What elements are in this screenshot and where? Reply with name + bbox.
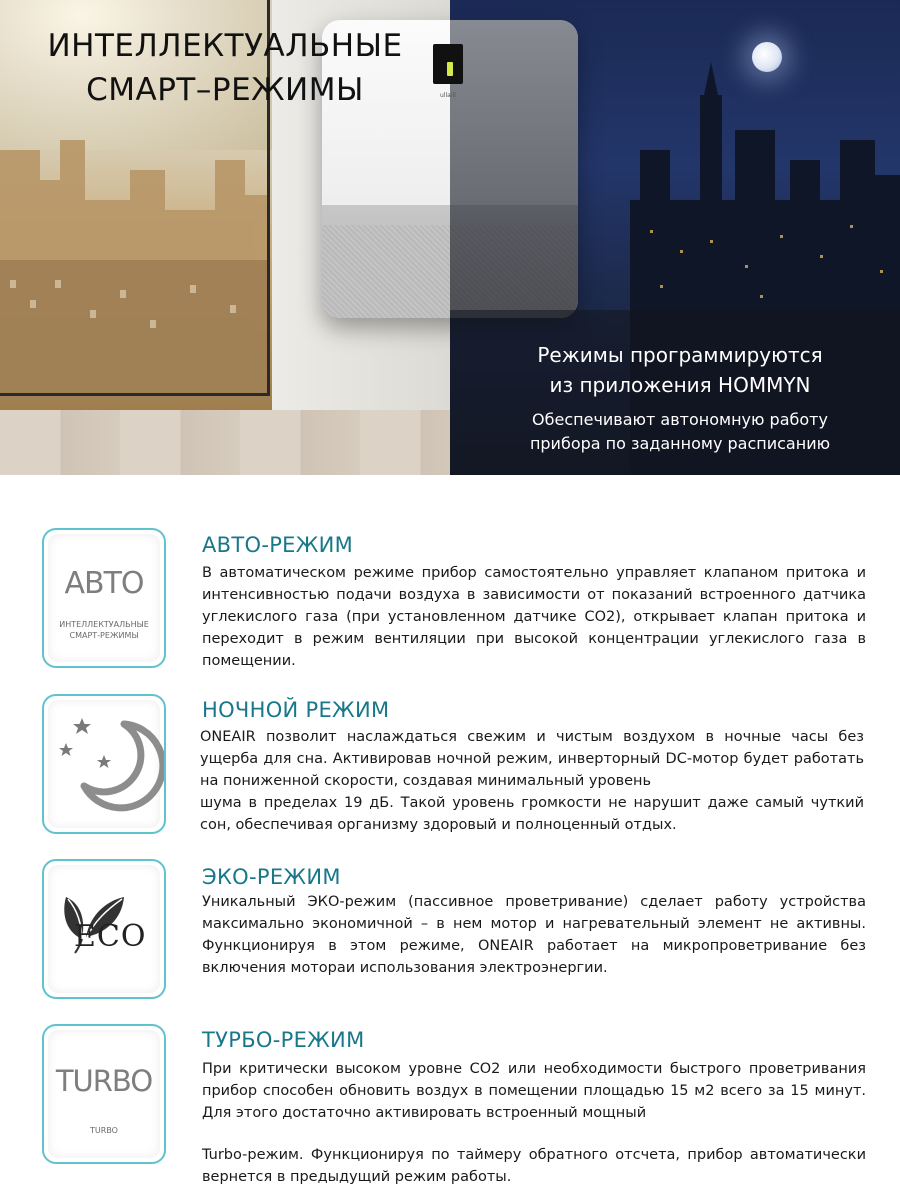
turbo-icon xyxy=(42,1024,166,1164)
hero-banner xyxy=(0,0,900,475)
device-brand-mark: ullaill xyxy=(440,92,456,99)
caption-sub-line2: прибора по заданному расписанию xyxy=(529,434,831,453)
hero-caption xyxy=(490,340,870,456)
caption-sub-line1: Обеспечивают автономную работу xyxy=(532,410,828,429)
mode-auto-title: АВТО-РЕЖИМ xyxy=(202,533,354,557)
turbo-icon-caption: TURBO xyxy=(90,1126,118,1135)
mode-night-text-part2: шума в пределах 19 дБ. Такой уровень громкости не нарушит даже самый чуткий сон, обеспечивая организму здоровый и полноценный отдых. xyxy=(200,795,864,833)
page-title-line2: СМАРТ–РЕЖИМЫ xyxy=(86,72,364,108)
mode-turbo-title: ТУРБО-РЕЖИМ xyxy=(202,1028,365,1052)
page-title xyxy=(10,24,440,112)
mode-turbo-text-part1: При критически высоком уровне CO2 или необходимости быстрого проветривания прибор способен обновить воздух в помещении площадью 15 м2 всего за 15 минут. Для этого достаточно активировать встроенный мощный xyxy=(202,1061,866,1121)
mode-auto-text: В автоматическом режиме прибор самостоятельно управляет клапаном притока и интенсивностью подачи воздуха в зависимости от показаний встроенного датчика углекислого газа (при установленном датчике CO2), открывает клапан притока и переходит в режим вентиляции при высокой концентрации углекислого газа в помещении. xyxy=(202,565,866,669)
moon-stars-icon xyxy=(42,694,166,834)
caption-main-line1: Режимы программируются xyxy=(537,343,823,367)
moon-stars-graphic xyxy=(42,694,166,834)
eco-icon-label: ECO xyxy=(74,919,147,954)
device-night-shade xyxy=(450,20,578,318)
mode-night-text-part1: ONEAIR позволит наслаждаться свежим и чистым воздухом в ночные часы без ущерба для сна. Активировав ночной режим, инверторный DC-мотор будет работать на пониженной скорости, создавая минимальный уровень xyxy=(200,729,864,789)
mode-eco-text: Уникальный ЭКО-режим (пассивное проветривание) сделает работу устройства максимально экономичной – в нем мотор и нагревательный элемент не активны. Функционируя в этом режиме, ONEAIR работает на микропроветривание без включения мотораи использования электроэнергии. xyxy=(202,894,866,976)
caption-main-line2: из приложения HOMMYN xyxy=(549,373,811,397)
eco-leaf-icon xyxy=(42,859,166,999)
caption-main xyxy=(490,340,870,400)
mode-turbo-text-part2: Turbo-режим. Функционируя по таймеру обратного отсчета, прибор автоматически вернется в предыдущий режим работы. xyxy=(202,1147,866,1185)
auto-icon-label: АВТО xyxy=(64,566,144,601)
mode-night-title: НОЧНОЙ РЕЖИМ xyxy=(202,698,390,722)
turbo-icon-label: TURBO xyxy=(55,1064,153,1098)
auto-icon-caption-line2: СМАРТ-РЕЖИМЫ xyxy=(69,631,139,640)
auto-icon xyxy=(42,528,166,668)
auto-icon-caption-line1: ИНТЕЛЛЕКТУАЛЬНЫЕ xyxy=(59,620,149,629)
caption-sub xyxy=(490,408,870,456)
page-title-line1: ИНТЕЛЛЕКТУАЛЬНЫЕ xyxy=(47,28,403,64)
mode-eco-title: ЭКО-РЕЖИМ xyxy=(202,865,341,889)
device-display-icon xyxy=(447,62,453,76)
